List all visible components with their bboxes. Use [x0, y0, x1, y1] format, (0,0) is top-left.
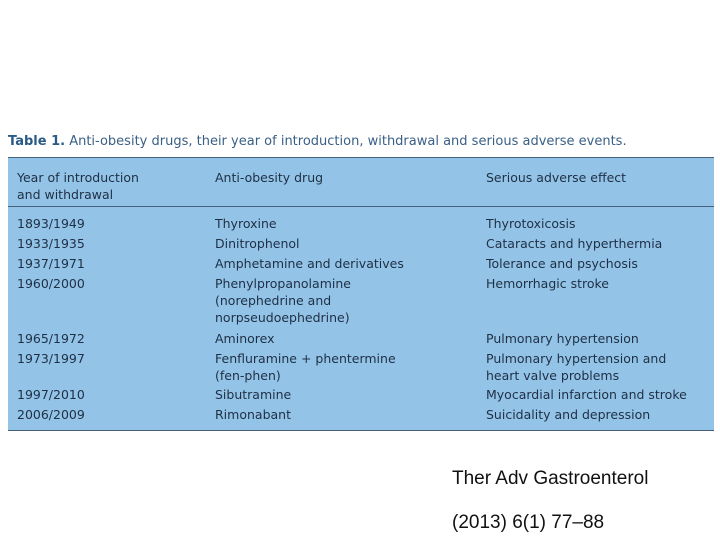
cell-effect: Thyrotoxicosis — [486, 216, 576, 231]
caption-text: Anti-obesity drugs, their year of introduction, withdrawal and serious adverse events. — [69, 134, 627, 149]
table-header-rule — [8, 206, 714, 207]
table-top-rule — [8, 157, 714, 158]
header-drug: Anti-obesity drug — [215, 170, 324, 185]
table-bottom-rule — [8, 430, 714, 431]
cell-effect: Cataracts and hyperthermia — [486, 236, 663, 251]
cell-drug: Phenylpropanolamine (norephedrine and norpseudoephedrine) — [215, 276, 351, 325]
header-effect: Serious adverse effect — [486, 170, 627, 185]
cell-effect: Tolerance and psychosis — [486, 256, 638, 271]
cell-year: 1973/1997 — [17, 351, 85, 366]
cell-effect: Pulmonary hypertension and heart valve problems — [486, 351, 667, 383]
cell-year: 1933/1935 — [17, 236, 85, 251]
cell-effect: Suicidality and depression — [486, 407, 651, 422]
cell-year: 1893/1949 — [17, 216, 85, 231]
drug-table — [8, 157, 714, 431]
citation-journal: Ther Adv Gastroenterol — [452, 468, 649, 489]
cell-drug: Sibutramine — [215, 387, 292, 402]
citation-volume: (2013) 6(1) 77–88 — [452, 512, 605, 533]
cell-year: 1997/2010 — [17, 387, 85, 402]
table-caption — [8, 134, 714, 149]
caption-label: Table 1. — [8, 134, 66, 149]
header-year: Year of introduction and withdrawal — [17, 170, 139, 202]
cell-year: 1960/2000 — [17, 276, 85, 291]
cell-drug: Rimonabant — [215, 407, 291, 422]
cell-drug: Dinitrophenol — [215, 236, 300, 251]
cell-effect: Pulmonary hypertension — [486, 331, 639, 346]
cell-effect: Hemorrhagic stroke — [486, 276, 609, 291]
cell-drug: Aminorex — [215, 331, 275, 346]
cell-drug: Fenfluramine + phentermine (fen-phen) — [215, 351, 396, 383]
cell-drug: Amphetamine and derivatives — [215, 256, 404, 271]
cell-effect: Myocardial infarction and stroke — [486, 387, 687, 402]
cell-year: 1937/1971 — [17, 256, 85, 271]
cell-year: 2006/2009 — [17, 407, 85, 422]
cell-drug: Thyroxine — [215, 216, 277, 231]
cell-year: 1965/1972 — [17, 331, 85, 346]
